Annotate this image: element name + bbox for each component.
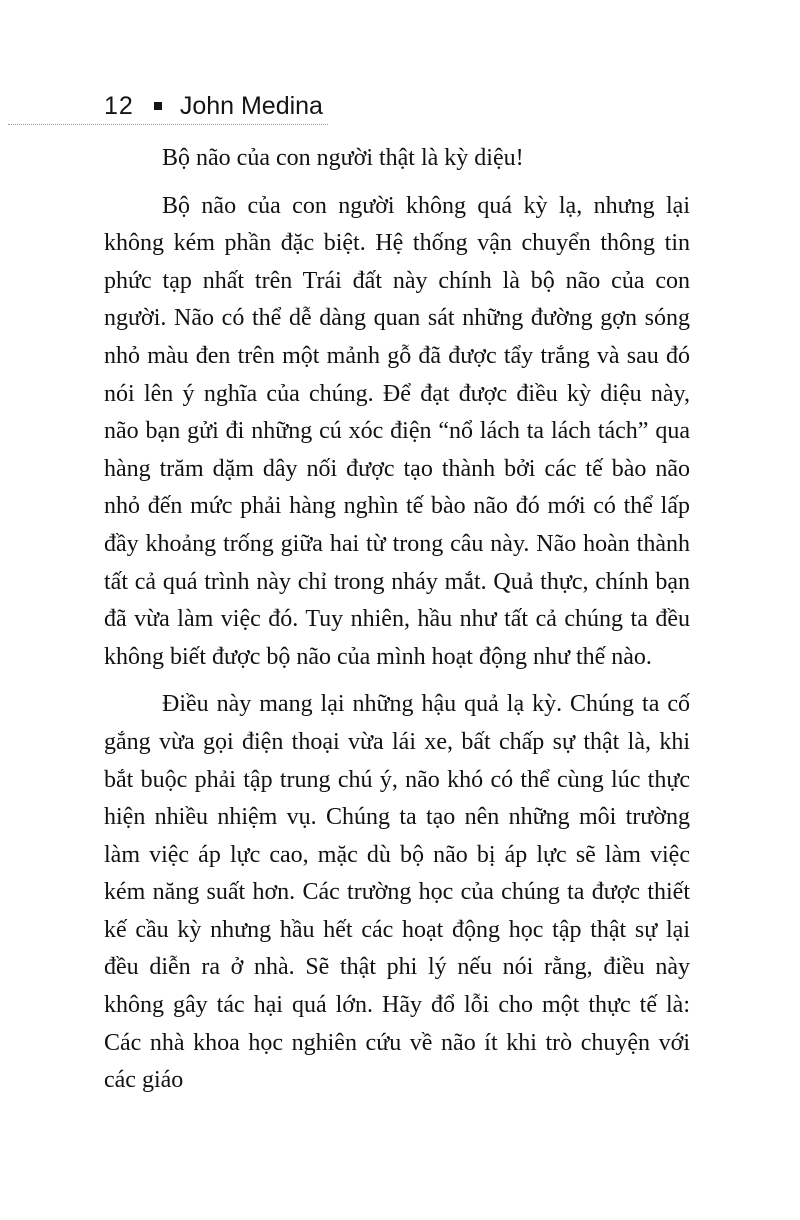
paragraph-2: Bộ não của con người không quá kỳ lạ, nhưng lại không kém phần đặc biệt. Hệ thống vận chuyển thông tin phức tạp nhất trên Trái đất này chính là bộ não của con người. Não có thể dễ dàng quan sát những đường gợn sóng nhỏ màu đen trên một mảnh gỗ đã được tẩy trắng và sau đó nói lên ý nghĩa của chúng. Để đạt được điều kỳ diệu này, não bạn gửi đi những cú xóc điện “nổ lách ta lách tách” qua hàng trăm dặm dây nối được tạo thành bởi các tế bào não nhỏ đến mức phải hàng nghìn tế bào não đó mới có thể lấp đầy khoảng trống giữa hai từ trong câu này. Não hoàn thành tất cả quá trình này chỉ trong nháy mắt. Quả thực, chính bạn đã vừa làm việc đó. Tuy nhiên, hầu như tất cả chúng ta đều không biết được bộ não của mình hoạt động như thế nào. (104, 192, 690, 670)
page-number: 12 (104, 91, 134, 120)
header-divider (8, 124, 328, 125)
paragraph-1: Bộ não của con người thật là kỳ diệu! (162, 145, 524, 171)
author-name: John Medina (179, 91, 323, 120)
paragraph-3: Điều này mang lại những hậu quả lạ kỳ. Chúng ta cố gắng vừa gọi điện thoại vừa lái xe, bất chấp sự thật là, khi bắt buộc phải tập trung chú ý, não khó có thể cùng lúc thực hiện nhiều nhiệm vụ. Chúng ta tạo nên những môi trường làm việc áp lực cao, mặc dù bộ não bị áp lực sẽ làm việc kém năng suất hơn. Các trường học của chúng ta được thiết kế cầu kỳ nhưng hầu hết các hoạt động học tập thật sự lại đều diễn ra ở nhà. Sẽ thật phi lý nếu nói rằng, điều này không gây tác hại quá lớn. Hãy đổ lỗi cho một thực tế là: Các nhà khoa học nghiên cứu về não ít khi trò chuyện với các giáo (104, 691, 690, 1094)
square-bullet-icon (154, 102, 162, 110)
page-body (104, 140, 690, 1112)
running-header (104, 88, 323, 124)
